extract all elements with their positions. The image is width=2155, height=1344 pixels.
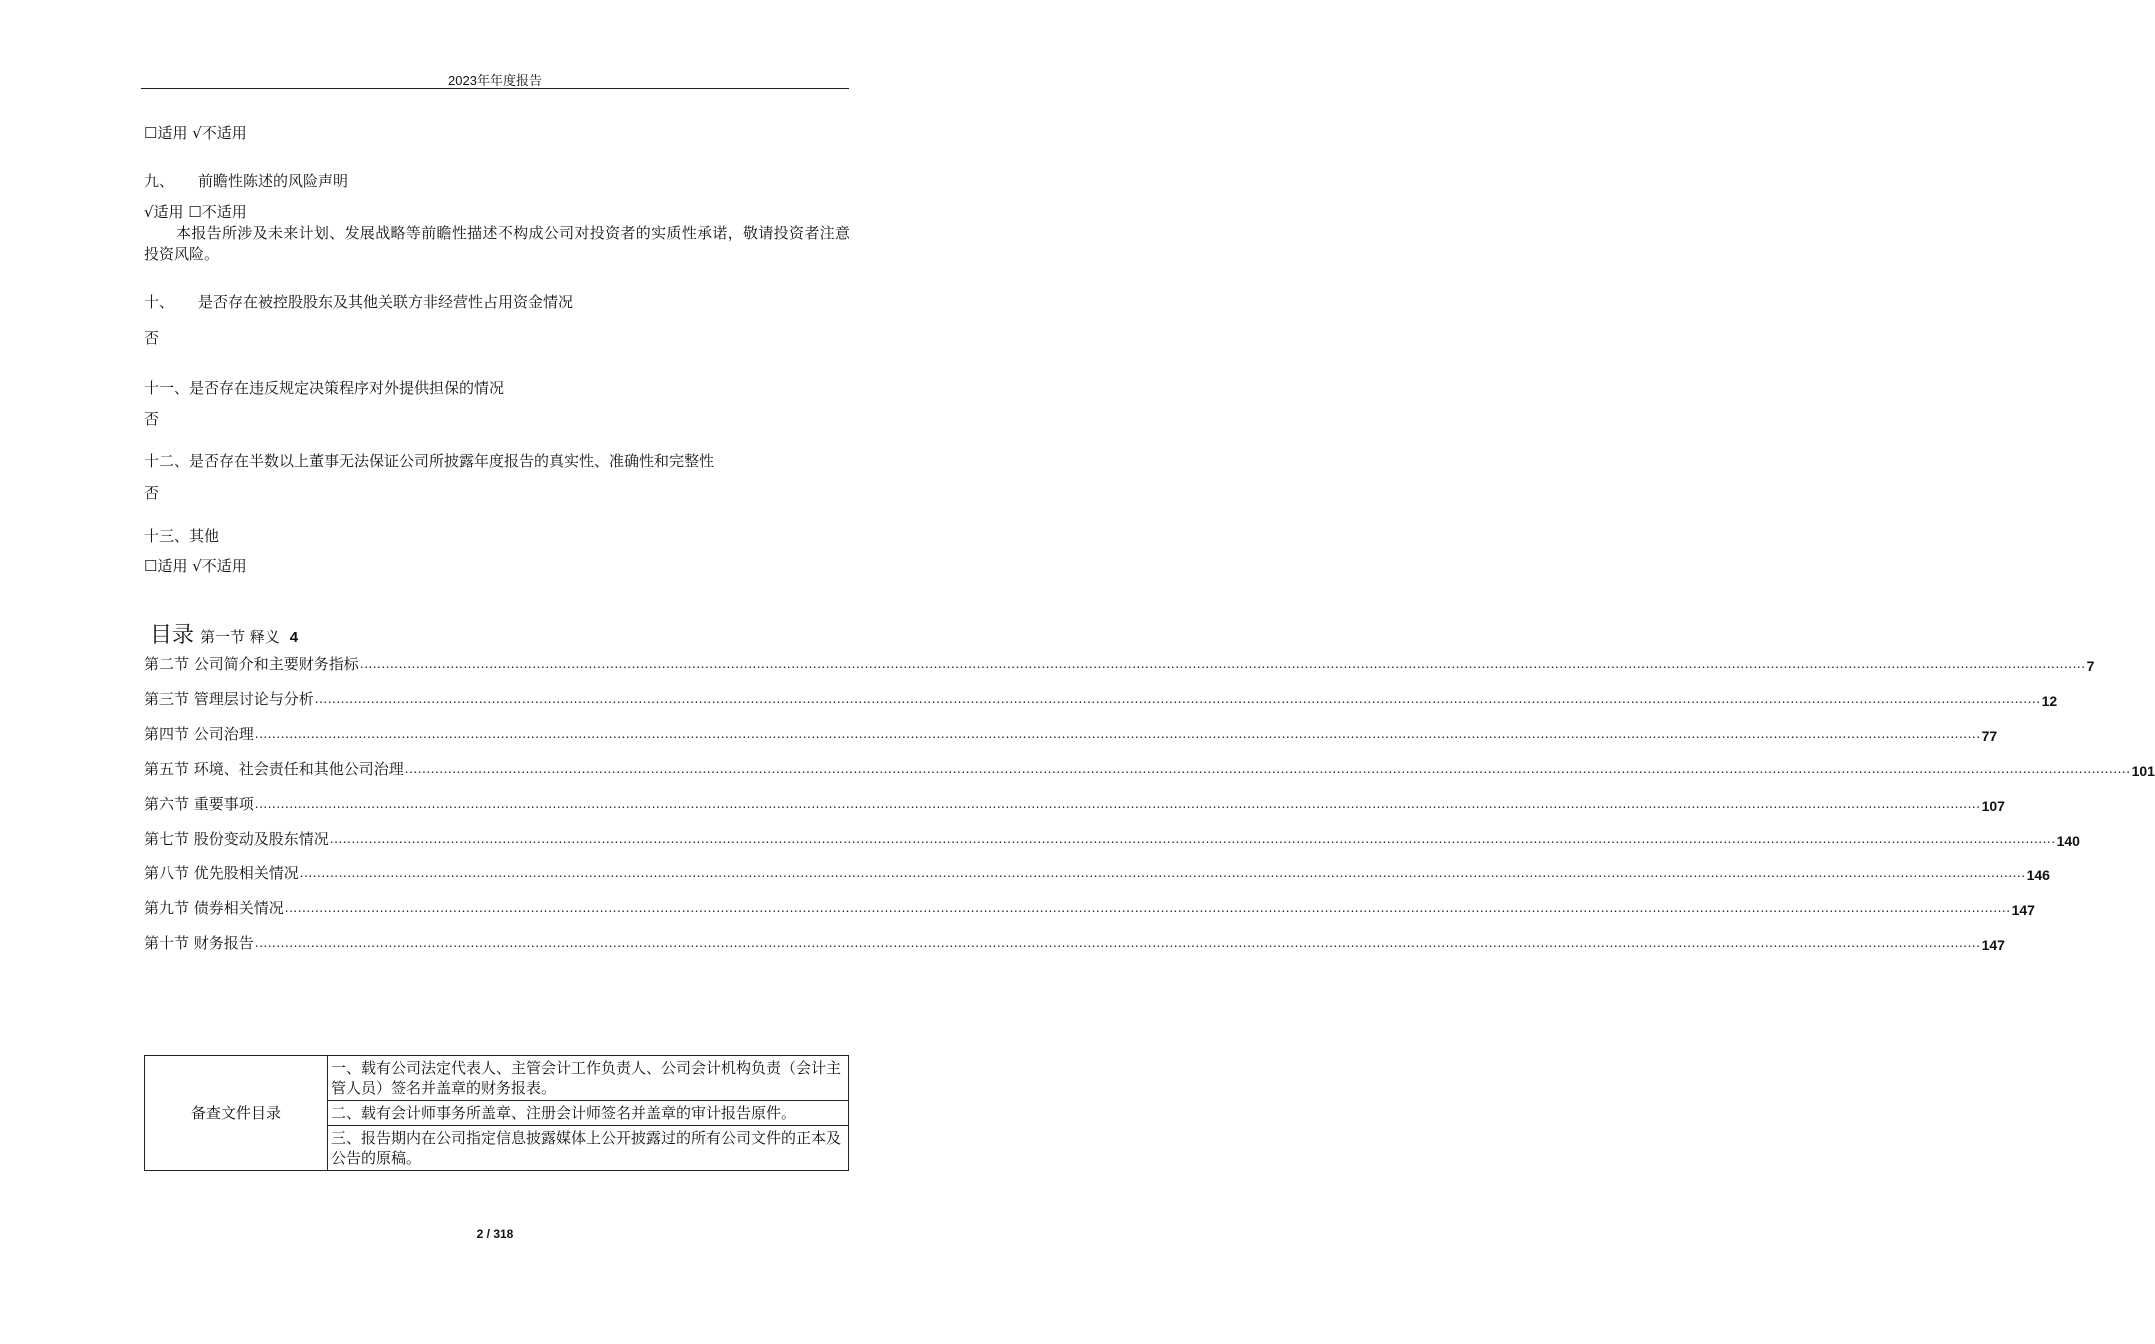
s9-option: √适用 ☐不适用 (144, 203, 247, 221)
s11-answer: 否 (144, 410, 160, 428)
toc-entry[interactable] (144, 652, 2095, 674)
toc-entry[interactable] (144, 861, 2050, 883)
reference-document-item: 三、报告期内在公司指定信息披露媒体上公开披露过的所有公司文件的正本及公告的原稿。 (328, 1126, 849, 1171)
s12-heading: 十二、是否存在半数以上董事无法保证公司所披露年度报告的真实性、准确性和完整性 (144, 452, 715, 470)
s10-num: 十、 (144, 293, 175, 311)
toc-first-label[interactable]: 第一节 释义 (200, 628, 280, 646)
toc-leader: ................................................................................................................................................................................................................................................................................................................................................................................................................ (254, 727, 1981, 741)
toc-entry-page: 7 (2086, 658, 2095, 674)
toc-entry[interactable] (144, 722, 1998, 744)
toc-entry-label: 第九节 债券相关情况 (144, 899, 284, 917)
toc-entry-page: 12 (2041, 693, 2058, 709)
s9-title: 前瞻性陈述的风险声明 (198, 172, 349, 190)
toc-entry-label: 第五节 环境、社会责任和其他公司治理 (144, 760, 404, 778)
toc-leader: ................................................................................................................................................................................................................................................................................................................................................................................................................ (284, 901, 2011, 915)
toc-entry-page: 147 (2011, 902, 2035, 918)
toc-entry-page: 146 (2026, 867, 2050, 883)
toc-entry[interactable] (144, 896, 2035, 918)
s8-option: ☐适用 √不适用 (144, 124, 247, 142)
s13-heading: 十三、其他 (144, 527, 220, 545)
toc-leader: ................................................................................................................................................................................................................................................................................................................................................................................................................ (359, 657, 2086, 671)
toc-first-page: 4 (289, 629, 299, 646)
toc-leader: ................................................................................................................................................................................................................................................................................................................................................................................................................ (329, 832, 2056, 846)
toc-leader: ................................................................................................................................................................................................................................................................................................................................................................................................................ (404, 762, 2131, 776)
s9-num: 九、 (144, 172, 175, 190)
header-rule (141, 88, 849, 89)
reference-document-item: 一、载有公司法定代表人、主管会计工作负责人、公司会计机构负责（会计主管人员）签名并盖章的财务报表。 (328, 1056, 849, 1101)
toc-title-row (150, 618, 298, 649)
page-number: 2 / 318 (476, 1227, 514, 1241)
toc-entry-label: 第二节 公司简介和主要财务指标 (144, 655, 359, 673)
toc-entry[interactable] (144, 827, 2080, 849)
toc-leader: ................................................................................................................................................................................................................................................................................................................................................................................................................ (254, 797, 1981, 811)
toc-entry-label: 第十节 财务报告 (144, 934, 254, 952)
toc-entry-label: 第四节 公司治理 (144, 725, 254, 743)
toc-entry-page: 107 (1981, 798, 2005, 814)
reference-documents-label: 备查文件目录 (145, 1056, 328, 1171)
toc-entry[interactable] (144, 931, 2005, 953)
toc-leader: ................................................................................................................................................................................................................................................................................................................................................................................................................ (299, 866, 2026, 880)
toc-entry-page: 140 (2056, 833, 2080, 849)
toc-entry-page: 101 (2131, 763, 2155, 779)
toc-entry-label: 第八节 优先股相关情况 (144, 864, 299, 882)
toc-leader: ................................................................................................................................................................................................................................................................................................................................................................................................................ (254, 936, 1981, 950)
s10-title: 是否存在被控股股东及其他关联方非经营性占用资金情况 (198, 293, 574, 311)
toc-title: 目录 (150, 623, 195, 648)
s10-answer: 否 (144, 329, 160, 347)
s9-heading (144, 171, 348, 191)
reference-documents-table (144, 1055, 849, 1171)
s9-body: 本报告所涉及未来计划、发展战略等前瞻性描述不构成公司对投资者的实质性承诺，敬请投资者注意投资风险。 (144, 224, 850, 263)
toc-entry[interactable] (144, 757, 2155, 779)
s12-answer: 否 (144, 484, 160, 502)
toc-entry-label: 第三节 管理层讨论与分析 (144, 690, 314, 708)
reference-document-item: 二、载有会计师事务所盖章、注册会计师签名并盖章的审计报告原件。 (328, 1101, 849, 1126)
toc-entry-label: 第六节 重要事项 (144, 795, 254, 813)
toc-entry[interactable] (144, 687, 2058, 709)
s10-heading (144, 292, 573, 312)
s13-option: ☐适用 √不适用 (144, 557, 247, 575)
toc-entry-page: 147 (1981, 937, 2005, 953)
toc-entry[interactable] (144, 792, 2005, 814)
page-header: 2023年年度报告 (448, 73, 542, 88)
toc-entry-page: 77 (1981, 728, 1998, 744)
toc-entry-label: 第七节 股份变动及股东情况 (144, 830, 329, 848)
toc-leader: ................................................................................................................................................................................................................................................................................................................................................................................................................ (314, 692, 2041, 706)
s11-heading: 十一、是否存在违反规定决策程序对外提供担保的情况 (144, 379, 505, 397)
